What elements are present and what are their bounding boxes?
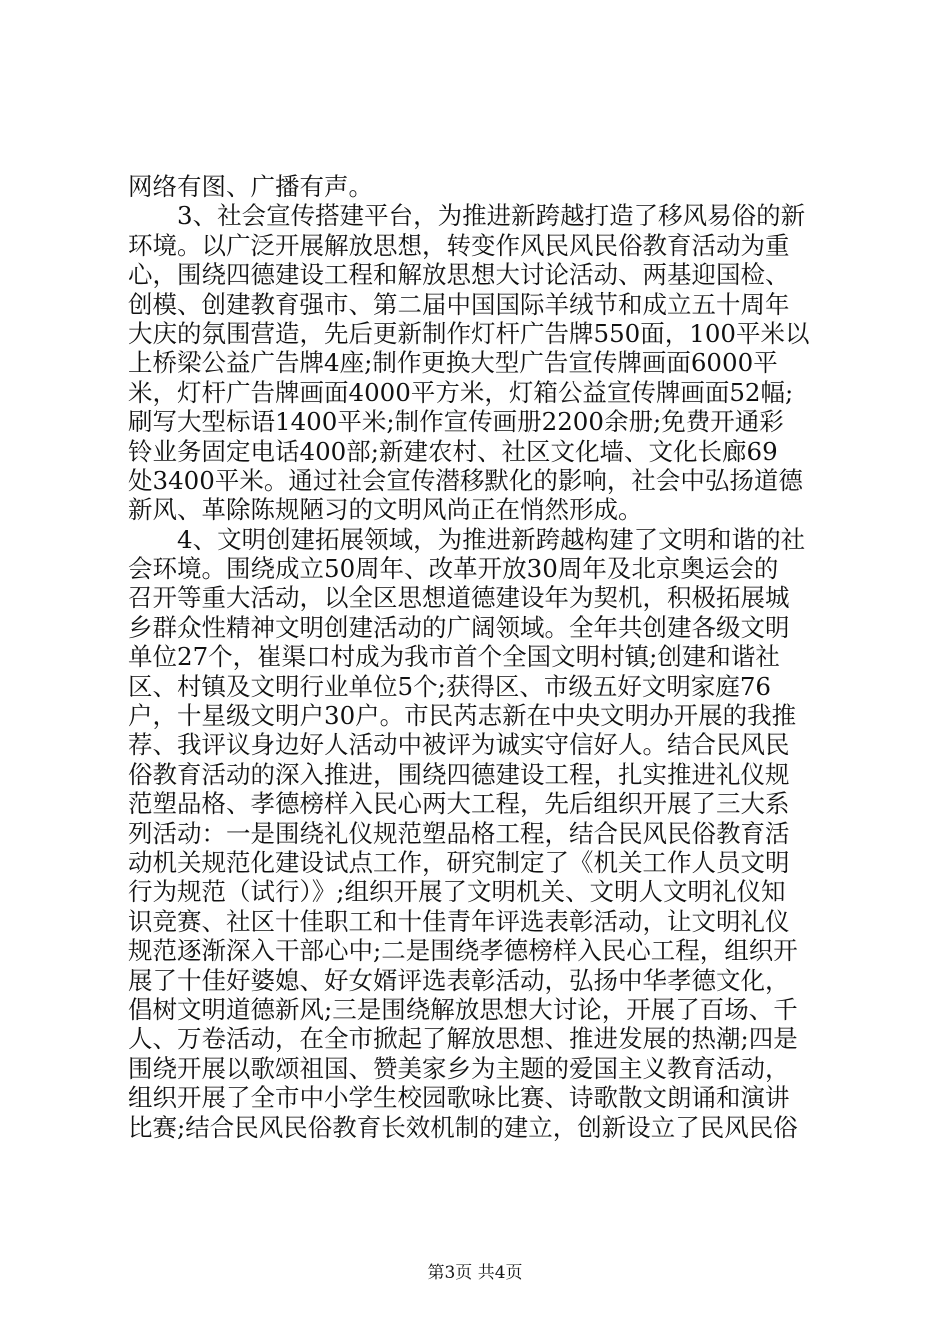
text-line: 刷写大型标语1400平米;制作宣传画册2200余册;免费开通彩 bbox=[128, 407, 784, 437]
text-line: 展了十佳好婆媳、好女婿评选表彰活动，弘扬中华孝德文化， bbox=[128, 965, 790, 995]
text-line: 列活动：一是围绕礼仪规范塑品格工程，结合民风民俗教育活 bbox=[128, 818, 790, 848]
text-line: 上桥梁公益广告牌4座;制作更换大型广告宣传牌画面6000平 bbox=[128, 348, 778, 378]
page-number-label: 第3页 共4页 bbox=[427, 1263, 523, 1283]
text-line: 创模、创建教育强市、第二届中国国际羊绒节和成立五十周年 bbox=[128, 289, 790, 319]
text-line: 网络有图、广播有声。 bbox=[128, 172, 373, 201]
page-footer bbox=[0, 1262, 950, 1284]
text-line: 倡树文明道德新风;三是围绕解放思想大讨论，开展了百场、千 bbox=[128, 994, 798, 1024]
text-line: 荐、我评议身边好人活动中被评为诚实守信好人。结合民风民 bbox=[128, 730, 790, 760]
text-line: 比赛;结合民风民俗教育长效机制的建立，创新设立了民风民俗 bbox=[128, 1112, 798, 1142]
text-line: 围绕开展以歌颂祖国、赞美家乡为主题的爱国主义教育活动， bbox=[128, 1053, 790, 1083]
text-line: 动机关规范化建设试点工作，研究制定了《机关工作人员文明 bbox=[128, 847, 790, 877]
text-line: 组织开展了全市中小学生校园歌咏比赛、诗歌散文朗诵和演讲 bbox=[128, 1083, 790, 1113]
text-line: 会环境。围绕成立50周年、改革开放30周年及北京奥运会的 bbox=[128, 554, 779, 584]
text-line: 处3400平米。通过社会宣传潜移默化的影响，社会中弘扬道德 bbox=[128, 465, 803, 495]
text-line: 单位27个，崔渠口村成为我市首个全国文明村镇;创建和谐社 bbox=[128, 642, 780, 672]
text-line: 铃业务固定电话400部;新建农村、社区文化墙、文化长廊69 bbox=[128, 436, 778, 466]
text-line: 召开等重大活动，以全区思想道德建设年为契机，积极拓展城 bbox=[128, 583, 790, 613]
text-line: 规范逐渐深入干部心中;二是围绕孝德榜样入民心工程，组织开 bbox=[128, 936, 798, 966]
text-line: 乡群众性精神文明创建活动的广阔领域。全年共创建各级文明 bbox=[128, 612, 790, 642]
text-line: 环境。以广泛开展解放思想，转变作风民风民俗教育活动为重 bbox=[128, 230, 790, 260]
text-line: 户，十星级文明户30户。市民芮志新在中央文明办开展的我推 bbox=[128, 701, 797, 731]
text-line: 俗教育活动的深入推进，围绕四德建设工程，扎实推进礼仪规 bbox=[128, 759, 790, 789]
text-line: 4、文明创建拓展领域，为推进新跨越构建了文明和谐的社 bbox=[128, 524, 806, 554]
text-line: 范塑品格、孝德榜样入民心两大工程，先后组织开展了三大系 bbox=[128, 789, 790, 819]
document-body bbox=[128, 172, 828, 1142]
text-line: 3、社会宣传搭建平台，为推进新跨越打造了移风易俗的新 bbox=[128, 201, 806, 231]
text-line: 识竞赛、社区十佳职工和十佳青年评选表彰活动，让文明礼仪 bbox=[128, 906, 790, 936]
text-line: 心，围绕四德建设工程和解放思想大讨论活动、两基迎国检、 bbox=[128, 260, 790, 290]
text-line: 区、村镇及文明行业单位5个;获得区、市级五好文明家庭76 bbox=[128, 671, 772, 701]
text-line: 人、万卷活动，在全市掀起了解放思想、推进发展的热潮;四是 bbox=[128, 1024, 798, 1054]
text-line: 新风、革除陈规陋习的文明风尚正在悄然形成。 bbox=[128, 495, 643, 525]
text-line: 米，灯杆广告牌画面4000平方米，灯箱公益宣传牌画面52幅; bbox=[128, 377, 794, 407]
text-line: 大庆的氛围营造，先后更新制作灯杆广告牌550面，100平米以 bbox=[128, 318, 810, 348]
text-line: 行为规范（试行）》;组织开展了文明机关、文明人文明礼仪知 bbox=[128, 877, 786, 907]
